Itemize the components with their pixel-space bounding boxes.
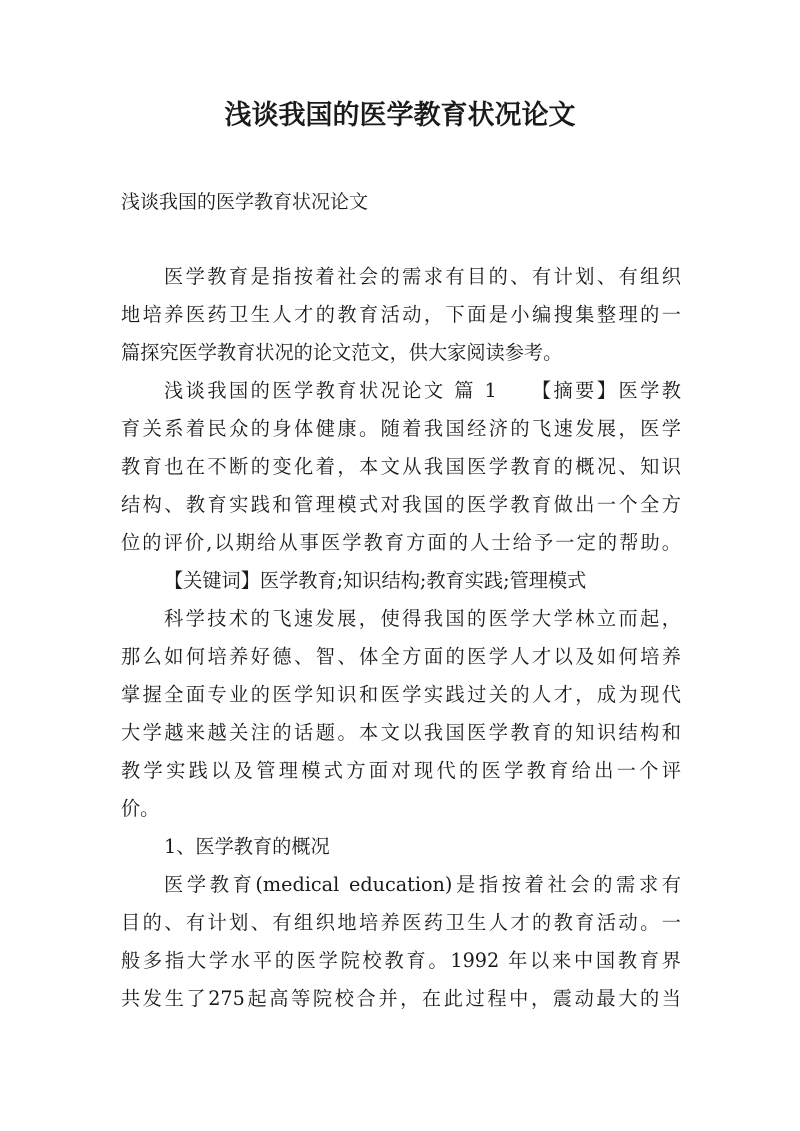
body-line: 般多指大学水平的医学院校教育。1992 年以来中国教育界	[121, 949, 681, 972]
keywords-line: 【关键词】医学教育;知识结构;教育实践;管理模式	[164, 569, 587, 592]
body-line: 位的评价,以期给从事医学教育方面的人士给予一定的帮助。	[121, 531, 681, 554]
body-line: 育关系着民众的身体健康。随着我国经济的飞速发展，医学	[121, 417, 681, 440]
document-subtitle: 浅谈我国的医学教育状况论文	[121, 191, 369, 213]
section-heading: 1、医学教育的概况	[164, 835, 330, 858]
body-line: 目的、有计划、有组织地培养医药卫生人才的教育活动。一	[121, 911, 681, 934]
body-line: 科学技术的飞速发展，使得我国的医学大学林立而起，	[164, 607, 681, 630]
body-line-mixed	[164, 372, 681, 410]
body-line: 共发生了275起高等院校合并，在此过程中，震动最大的当	[121, 987, 681, 1010]
abstract-label-inline: 【摘要】医学教	[531, 379, 681, 402]
body-line: 掌握全面专业的医学知识和医学实践过关的人才，成为现代	[121, 683, 681, 706]
body-line: 价。	[121, 797, 160, 820]
body-line: 医学教育是指按着社会的需求有目的、有计划、有组织	[164, 265, 681, 288]
section-heading-inline: 浅谈我国的医学教育状况论文 篇 1	[164, 379, 497, 402]
body-line: 结构、教育实践和管理模式对我国的医学教育做出一个全方	[121, 493, 681, 516]
body-line: 大学越来越关注的话题。本文以我国医学教育的知识结构和	[121, 721, 681, 744]
body-line: 那么如何培养好德、智、体全方面的医学人才以及如何培养	[121, 645, 681, 668]
document-title: 浅谈我国的医学教育状况论文	[224, 100, 576, 131]
body-line: 医学教育(medical education)是指按着社会的需求有	[164, 873, 681, 896]
body-line: 地培养医药卫生人才的教育活动，下面是小编搜集整理的一	[121, 303, 681, 326]
body-line: 篇探究医学教育状况的论文范文，供大家阅读参考。	[121, 341, 563, 364]
body-line: 教育也在不断的变化着，本文从我国医学教育的概况、知识	[121, 455, 681, 478]
body-line: 教学实践以及管理模式方面对现代的医学教育给出一个评	[121, 759, 681, 782]
